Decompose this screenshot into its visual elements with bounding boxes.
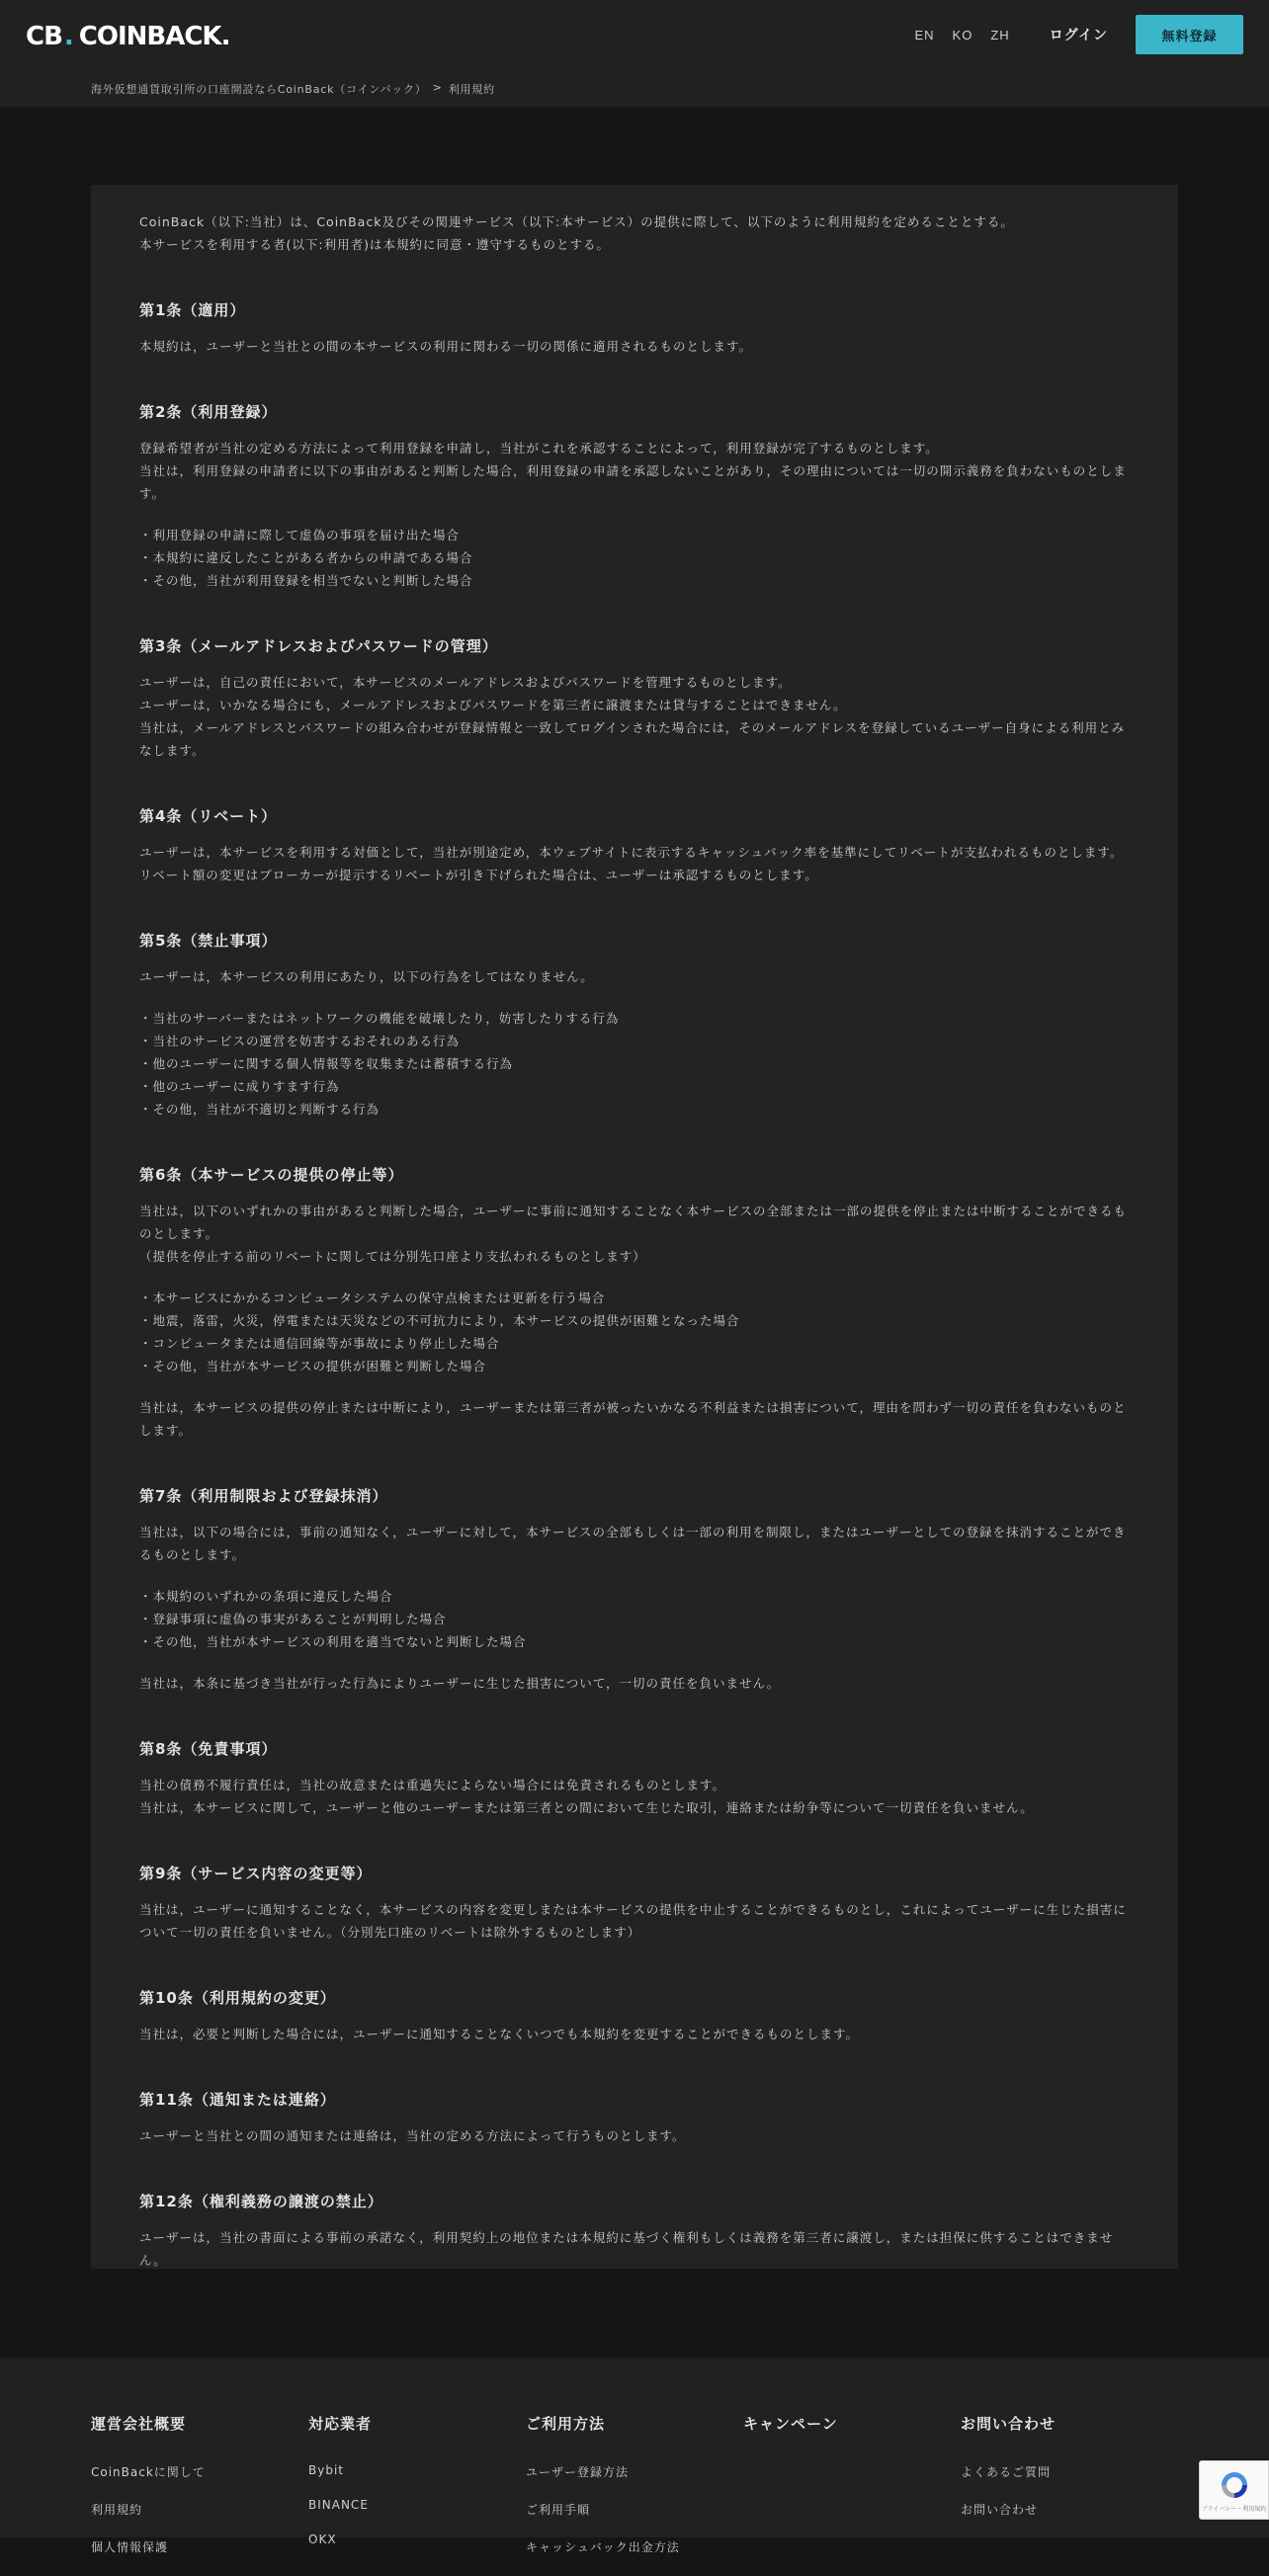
section-paragraph: 当社は，以下の場合には，事前の通知なく，ユーザーに対して，本サービスの全部もしくは一部の利用を制限し，またはユーザーとしての登録を抹消することができるものとします。 xyxy=(139,1525,1127,1562)
section-title: 第8条（免責事項） xyxy=(139,1740,278,1758)
list-item: ・その他，当社が利用登録を相当でないと判断した場合 xyxy=(139,573,473,588)
section-title: 第3条（メールアドレスおよびパスワードの管理） xyxy=(139,637,498,655)
breadcrumb-home[interactable]: 海外仮想通貨取引所の口座開設ならCoinBack（コインバック） xyxy=(91,83,427,96)
list-item: ・当社のサービスの運営を妨害するおそれのある行為 xyxy=(139,1034,461,1048)
intro-line: 本サービスを利用する者(以下:利用者)は本規約に同意・遵守するものとする。 xyxy=(139,237,610,252)
footer-column xyxy=(91,2413,308,2576)
breadcrumb-current: 利用規約 xyxy=(448,83,495,96)
breadcrumb-separator: > xyxy=(432,81,443,94)
section-paragraph: ユーザーと当社との間の通知または連絡は，当社の定める方法によって行うものとします。 xyxy=(139,2128,686,2143)
footer-column xyxy=(743,2413,961,2576)
lang-ko[interactable]: KO xyxy=(952,27,973,42)
list-item: ・地震，落雷，火災，停電または天災などの不可抗力により，本サービスの提供が困難となった場合 xyxy=(139,1313,740,1328)
terms-section xyxy=(139,805,1130,886)
footer-column-title: 運営会社概要 xyxy=(91,2415,187,2433)
footer-columns xyxy=(91,2413,1178,2576)
section-paragraph: 当社は，メールアドレスとパスワードの組み合わせが登録情報と一致してログインされた場合には，そのメールアドレスを登録しているユーザー自身による利用とみなします。 xyxy=(139,720,1126,758)
list-item: ・利用登録の申請に際して虚偽の事項を届け出た場合 xyxy=(139,528,461,542)
footer-link[interactable]: Bybit xyxy=(308,2463,344,2477)
section-paragraph: 登録希望者が当社の定める方法によって利用登録を申請し，当社がこれを承認することによって，利用登録が完了するものとします。 xyxy=(139,441,939,456)
section-paragraph: 当社は，ユーザーに通知することなく，本サービスの内容を変更しまたは本サービスの提供を中止することができるものとし，これによってユーザーに生じた損害について一切の責任を負いません。（分別先口座のリベートは除外するものとします） xyxy=(139,1902,1127,1940)
list-item: ・本規約のいずれかの条項に違反した場合 xyxy=(139,1589,393,1604)
list-item: ・その他，当社が本サービスの利用を適当でないと判断した場合 xyxy=(139,1634,527,1649)
site-footer xyxy=(0,2358,1269,2554)
register-button[interactable]: 無料登録 xyxy=(1136,15,1243,54)
section-title: 第6条（本サービスの提供の停止等） xyxy=(139,1166,404,1184)
lang-en[interactable]: EN xyxy=(914,27,935,42)
list-item: ・他のユーザーに成りすます行為 xyxy=(139,1079,340,1094)
list-item: ・当社のサーバーまたはネットワークの機能を破壊したり，妨害したりする行為 xyxy=(139,1011,620,1026)
section-paragraph: 当社は，必要と判断した場合には，ユーザーに通知することなくいつでも本規約を変更することができるものとします。 xyxy=(139,2027,860,2041)
intro-line: CoinBack（以下:当社）は、CoinBack及びその関連サービス（以下:本サービス）の提供に際して、以下のように利用規約を定めることとする。 xyxy=(139,214,1014,229)
footer-link[interactable]: BINANCE xyxy=(308,2498,369,2512)
footer-column xyxy=(526,2413,743,2576)
login-link[interactable]: ログイン xyxy=(1049,28,1108,43)
section-title: 第7条（利用制限および登録抹消） xyxy=(139,1487,388,1505)
site-header xyxy=(0,0,1269,107)
logo-mark: CB xyxy=(26,22,62,51)
header-nav xyxy=(914,15,1243,54)
section-title: 第9条（サービス内容の変更等） xyxy=(139,1865,373,1882)
footer-link[interactable]: 利用規約 xyxy=(91,2503,143,2517)
section-paragraph: 当社は，本サービスの提供の停止または中断により，ユーザーまたは第三者が被ったいかなる不利益または損害について，理由を問わず一切の責任を負わないものとします。 xyxy=(139,1400,1127,1438)
terms-section xyxy=(139,2089,1130,2147)
list-item: ・本サービスにかかるコンピュータシステムの保守点検または更新を行う場合 xyxy=(139,1290,606,1305)
list-item: ・コンピュータまたは通信回線等が事故により停止した場合 xyxy=(139,1336,500,1351)
section-title: 第2条（利用登録） xyxy=(139,403,278,421)
terms-intro xyxy=(139,210,1130,256)
section-paragraph: ユーザーは，いかなる場合にも，メールアドレスおよびパスワードを第三者に譲渡または貸与することはできません。 xyxy=(139,698,847,712)
section-title: 第4条（リベート） xyxy=(139,807,278,825)
footer-link[interactable]: お問い合わせ xyxy=(961,2503,1039,2517)
footer-column-title: お問い合わせ xyxy=(961,2415,1057,2433)
list-item: ・その他，当社が不適切と判断する行為 xyxy=(139,1102,381,1117)
footer-column xyxy=(308,2413,526,2576)
lang-zh[interactable]: ZH xyxy=(990,27,1010,42)
recaptcha-badge[interactable] xyxy=(1199,2460,1269,2520)
recaptcha-icon xyxy=(1218,2468,1251,2502)
section-title: 第11条（通知または連絡） xyxy=(139,2091,336,2109)
section-title: 第1条（適用） xyxy=(139,301,246,319)
footer-column xyxy=(961,2413,1178,2576)
section-paragraph: （提供を停止する前のリベートに関しては分別先口座より支払われるものとします） xyxy=(139,1249,646,1264)
section-paragraph: 当社は，以下のいずれかの事由があると判断した場合，ユーザーに事前に通知することなく本サービスの全部または一部の提供を停止または中断することができるものとします。 xyxy=(139,1204,1128,1241)
footer-column-title: キャンペーン xyxy=(743,2415,838,2433)
section-paragraph: 本規約は，ユーザーと当社との間の本サービスの利用に関わる一切の関係に適用されるものとします。 xyxy=(139,339,753,354)
logo-wordmark: COINBACK. xyxy=(78,22,230,51)
terms-section xyxy=(139,1987,1130,2045)
section-paragraph: ユーザーは，本サービスの利用にあたり，以下の行為をしてはなりません。 xyxy=(139,969,594,984)
terms-section xyxy=(139,1164,1130,1442)
section-paragraph: 当社の債務不履行責任は，当社の故意または重過失によらない場合には免責されるものとします。 xyxy=(139,1778,726,1792)
breadcrumb xyxy=(91,81,495,97)
terms-section xyxy=(139,1485,1130,1695)
footer-link[interactable]: よくあるご質問 xyxy=(961,2465,1052,2479)
terms-panel xyxy=(91,185,1178,2269)
terms-section xyxy=(139,401,1130,592)
footer-column-title: ご利用方法 xyxy=(526,2415,606,2433)
terms-content xyxy=(139,210,1130,2315)
footer-link[interactable]: 個人情報保護 xyxy=(91,2540,169,2554)
section-title: 第10条（利用規約の変更） xyxy=(139,1989,336,2007)
section-list xyxy=(139,1007,1130,1121)
section-paragraph: ユーザーは，本サービスを利用する対価として，当社が別途定め，本ウェブサイトに表示するキャッシュバック率を基準にしてリベートが支払われるものとします。 xyxy=(139,845,1124,860)
section-list xyxy=(139,1585,1130,1653)
footer-link[interactable]: ユーザー登録方法 xyxy=(526,2465,630,2479)
section-title: 第12条（権利義務の譲渡の禁止） xyxy=(139,2193,383,2210)
logo-dot: . xyxy=(63,22,73,51)
footer-column-title: 対応業者 xyxy=(308,2415,373,2433)
section-paragraph: リベート額の変更はブローカーが提示するリベートが引き下げられた場合は、ユーザーは承認するものとします。 xyxy=(139,868,818,882)
footer-link[interactable]: OKX xyxy=(308,2533,337,2546)
section-title: 第5条（禁止事項） xyxy=(139,932,278,950)
terms-section xyxy=(139,635,1130,762)
list-item: ・登録事項に虚偽の事実があることが判明した場合 xyxy=(139,1612,447,1626)
footer-link[interactable]: CoinBackに関して xyxy=(91,2465,206,2479)
list-item: ・本規約に違反したことがある者からの申請である場合 xyxy=(139,550,473,565)
list-item: ・他のユーザーに関する個人情報等を収集または蓄積する行為 xyxy=(139,1056,514,1071)
terms-section xyxy=(139,1738,1130,1819)
section-paragraph: ユーザーは，当社の書面による事前の承諾なく，利用契約上の地位または本規約に基づく権利もしくは義務を第三者に譲渡し，または担保に供することはできません。 xyxy=(139,2230,1114,2268)
section-paragraph: 当社は，本サービスに関して，ユーザーと他のユーザーまたは第三者との間において生じた取引，連絡または紛争等について一切責任を負いません。 xyxy=(139,1800,1034,1815)
list-item: ・その他，当社が本サービスの提供が困難と判断した場合 xyxy=(139,1359,487,1373)
terms-section xyxy=(139,299,1130,358)
coinback-logo[interactable] xyxy=(26,20,229,53)
section-paragraph: 当社は，利用登録の申請者に以下の事由があると判断した場合，利用登録の申請を承認しないことがあり，その理由については一切の開示義務を負わないものとします。 xyxy=(139,463,1127,501)
footer-link[interactable]: ご利用手順 xyxy=(526,2503,591,2517)
section-list xyxy=(139,1287,1130,1377)
recaptcha-label[interactable]: プライバシー・利用規約 xyxy=(1201,2506,1267,2513)
section-list xyxy=(139,524,1130,592)
terms-section xyxy=(139,1863,1130,1944)
section-paragraph: 当社は，本条に基づき当社が行った行為によりユーザーに生じた損害について，一切の責任を負いません。 xyxy=(139,1676,781,1691)
terms-section xyxy=(139,2191,1130,2272)
terms-section xyxy=(139,930,1130,1121)
section-paragraph: ユーザーは，自己の責任において，本サービスのメールアドレスおよびパスワードを管理するものとします。 xyxy=(139,675,792,690)
footer-link[interactable]: キャッシュバック出金方法 xyxy=(526,2540,680,2554)
